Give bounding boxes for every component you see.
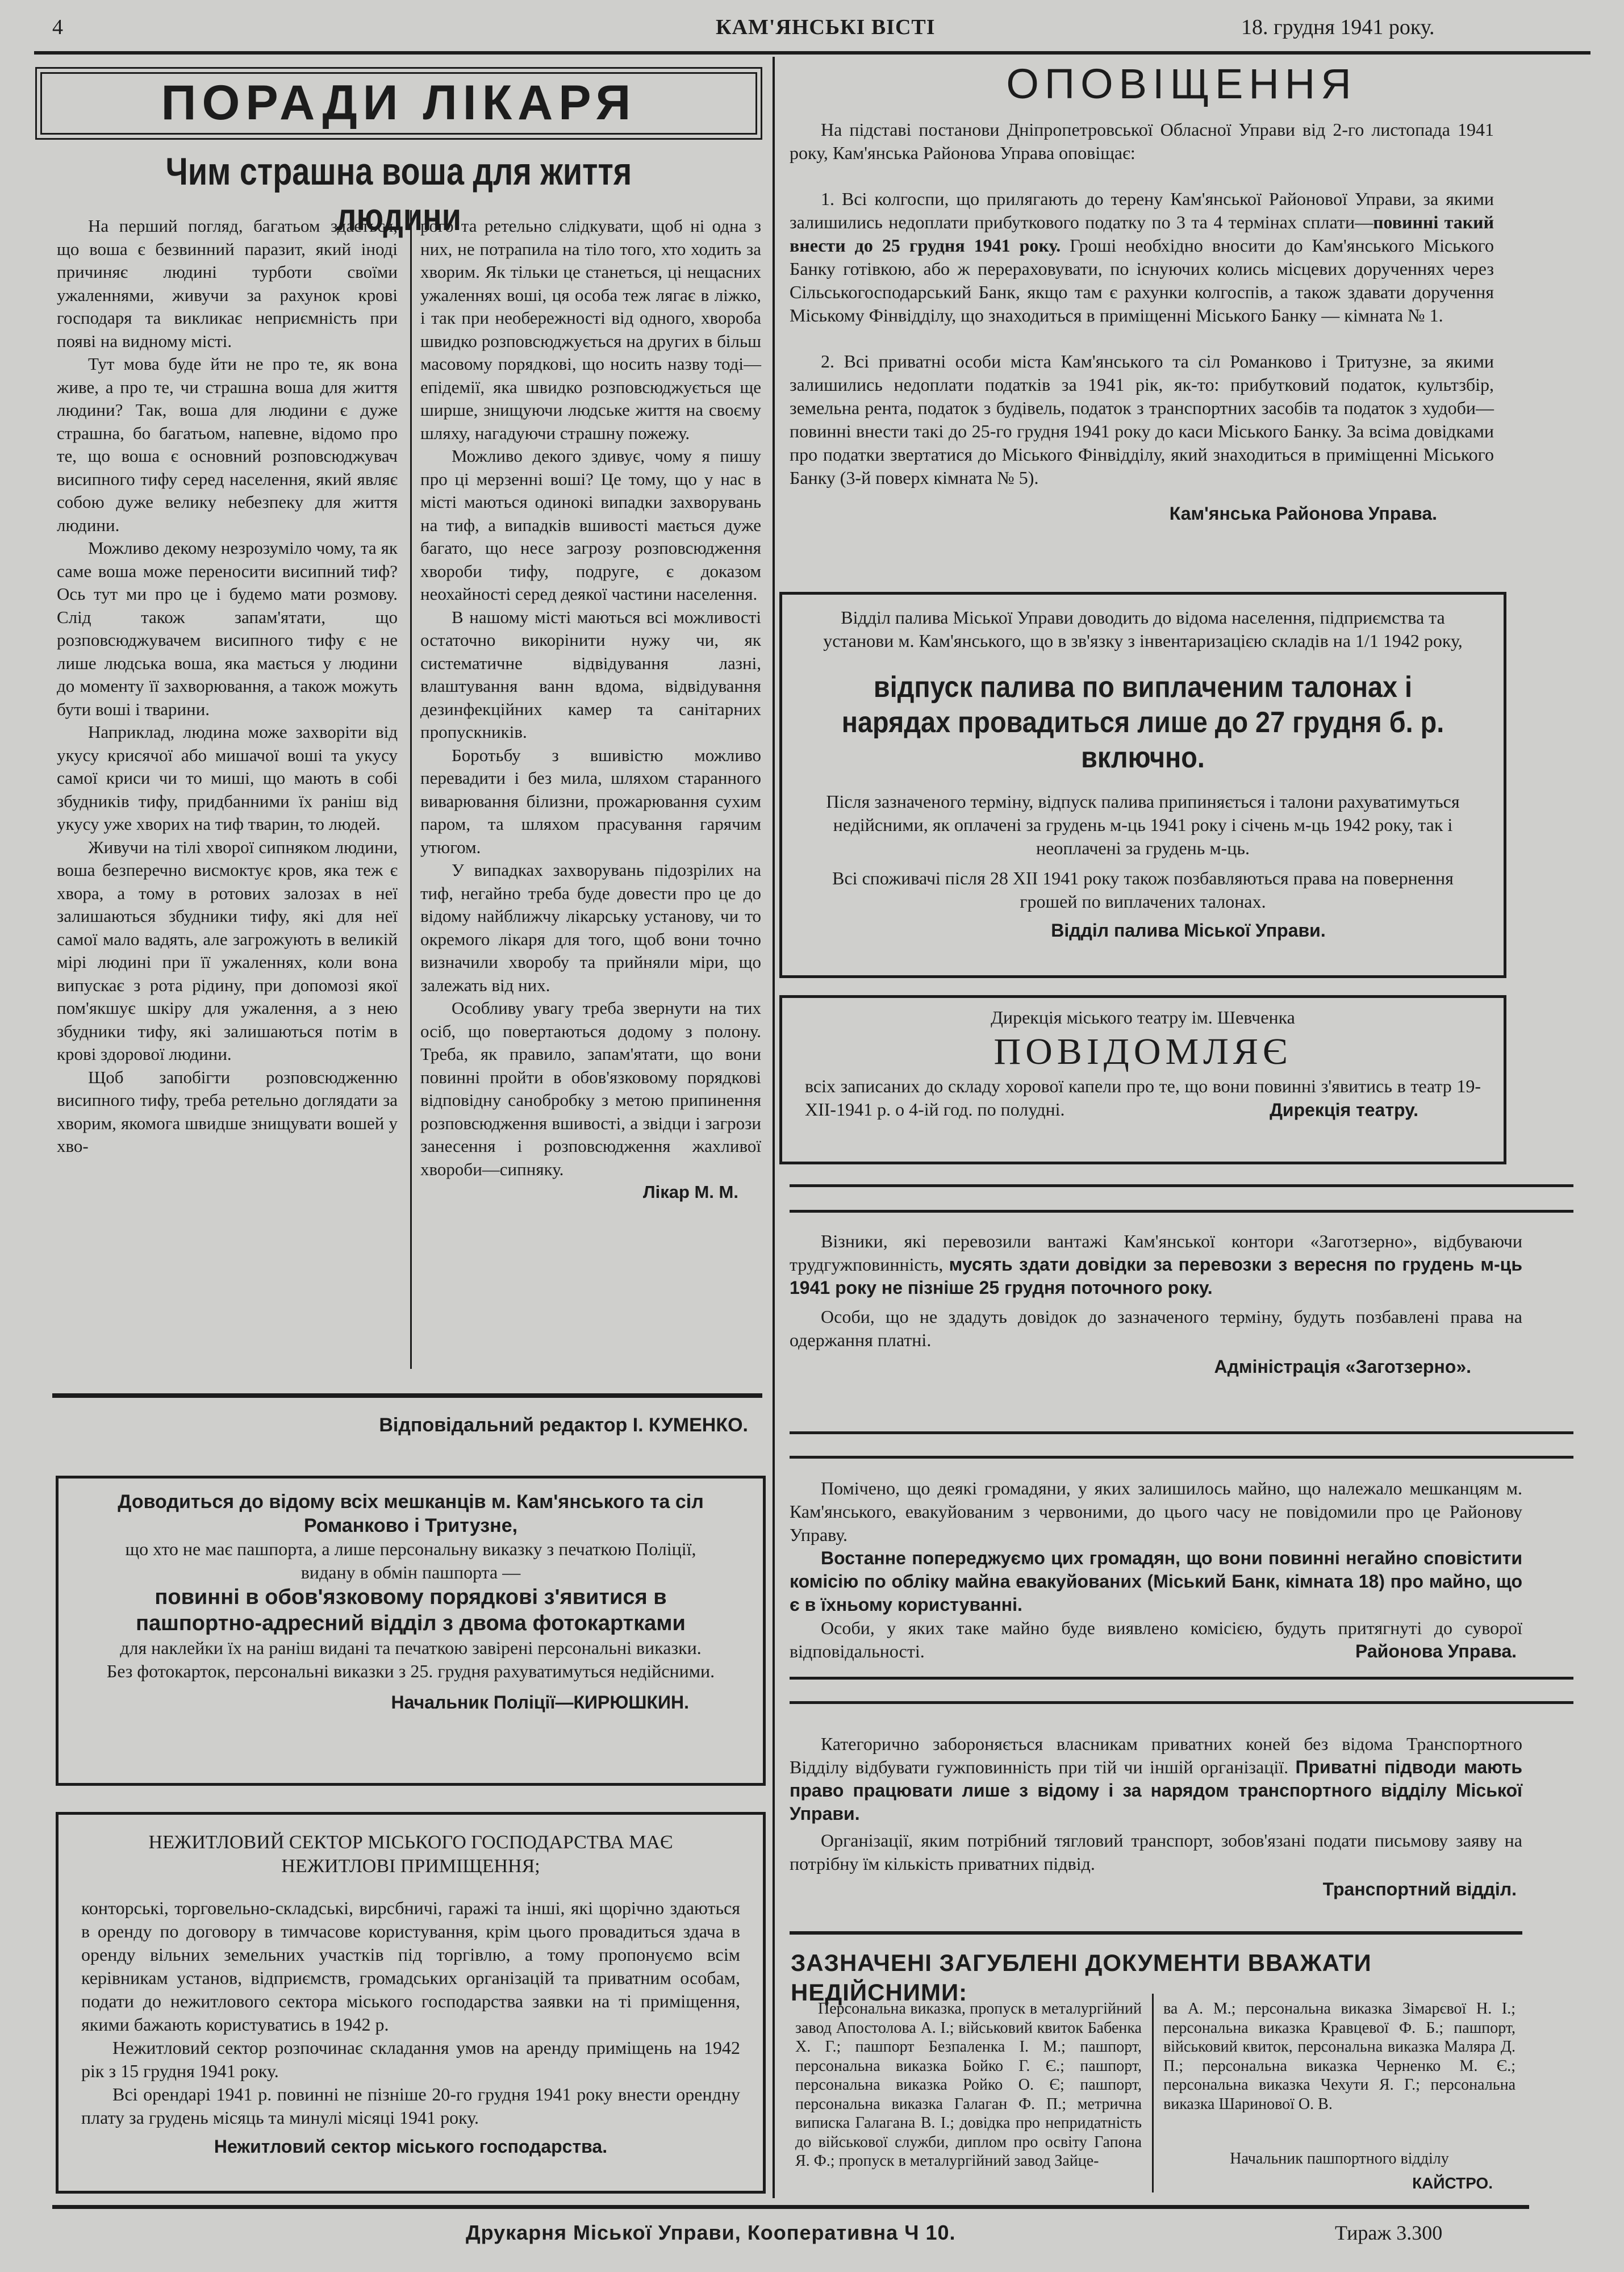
header-rule <box>34 51 1590 55</box>
police-notice-line: для наклейки їх на раніш видані та печаткою завірені персональні виказки. <box>120 1638 702 1658</box>
section-rule <box>790 1431 1573 1434</box>
section-rule <box>790 1701 1573 1704</box>
police-notice-box <box>56 1476 766 1786</box>
doctor-rubric-box <box>35 67 762 140</box>
circulation: Тираж 3.300 <box>1335 2221 1443 2244</box>
doctor-paragraph: Боротьбу з вшивістю можливо перевадити і без мила, шляхом старанного виварювання білизни, прожарювання сухим паром, та шляхом прасування гарячим утюгом. <box>420 745 761 857</box>
theatre-notice-box <box>779 995 1506 1164</box>
notice-item-2: 2. Всі приватні особи міста Кам'янського та сіл Романково і Тритузне, за якими залишились недоплати податків за 1941 рік, як-то: прибутковий податок, культзбір, земельна рента, податок з будівель, податок з транспортних засобів та податок з худоби—повинні внести такі до 25-го грудня 1941 року до каси Міського Банку. За всіма довідками про податки звертатися до Міського Фінвідділу, який знаходиться в приміщенні Міського Банку (3-й поверх кімната № 5). <box>790 351 1494 488</box>
section-rule <box>790 1677 1573 1680</box>
fuel-notice-signature: Відділ палива Міської Управи. <box>1051 920 1326 941</box>
theatre-notice-signature: Дирекція театру. <box>1270 1100 1418 1120</box>
column-divider-inner <box>410 210 412 1369</box>
section-rule <box>790 1210 1573 1213</box>
carters-notice <box>790 1230 1522 1379</box>
doctor-column-1 <box>57 215 398 1158</box>
doctor-paragraph: Живучи на тілі хворої сипняком людини, воша безперечно висмоктує кров, яка теж є хвора, а тому в ротових залозах в неї залишаються збудники тифу, які для неї самої мало вадять, але загрожують в великій мірі людині при її ужаленнях, коли вона випускає з рота рідину, при допомозі якої пом'якшує шкіру для ужалення, а з нею збудники тифу, які залишаються потім в крові здорової людини. <box>57 837 398 1064</box>
transport-notice <box>790 1732 1522 1901</box>
theatre-notice-text: всіх записаних до складу хорової капели про те, що вони повинні з'явитись в театр 19-XII-1941 р. о 4-ій год. по полудні. <box>805 1076 1481 1120</box>
printer-line: Друкарня Міської Управи, Кооперативна Ч 10. <box>466 2221 956 2244</box>
section-rule <box>790 1456 1573 1459</box>
doctor-paragraph: рого та ретельно слідкувати, щоб ні одна з них, не потрапила на тіло того, хто ходить за хворим. Як тільки це станеться, ці нещасних ужаленнях вошi, ця особа теж лягає в ліжко, і так при необережності від одного, хвороба швидко розповсюджується на других в більш масовому порядкові, що носить назву тоді—епідемії, яка швидко розповсюджується ще ширше, знищуючи людське життя на своєму шляху, нагадуючи страшну пожежу. <box>420 216 761 443</box>
doctor-paragraph: Особливу увагу треба звернути на тих осіб, що повертаються додому з полону. Треба, як правило, запам'ятати, що вони повинні пройти в обов'язковому порядкові відповідну санобробку з метою припинення розповсюдження вшивості, а звідци і загрози занесення і розповсюдження жахливої хвороби—сипняку. <box>420 998 761 1179</box>
transport-signature: Транспортний відділ. <box>1322 1879 1517 1899</box>
doctor-article-title: Чим страшна воша для життя людини <box>165 150 632 239</box>
police-notice-title: Доводиться до відому всіх мешканців м. Кам'янського та сіл Романково і Тритузне, <box>118 1491 704 1536</box>
doctor-paragraph: Тут мова буде йти не про те, як вона живе, а про те, чи страшна воша для життя людини? Так, воша для людини є дуже страшна, бо багатьом, напевне, відомо про те, що воша є основний розповсюджувач висипного тифу серед населення, який являє собою дуже велику небезпеку для життя людини. <box>57 354 398 535</box>
sector-notice-box <box>56 1812 766 2194</box>
carters-paragraph: Візники, які перевозили вантажі Кам'янської контори «Заготзерно», відбуваючи трудгужповинність, мусять здати довідки за перевозки з вересня по грудень м-ць 1941 року не пізніше 25 грудня поточного року. <box>790 1231 1523 1298</box>
fuel-notice-paragraph: Після зазначеного терміну, відпуск палива припиняється і талони рахуватимуться недійсними, як оплачені за грудень м-ць 1941 року і січень м-ць 1942 року, так і неоплачені за грудень м-ць. <box>826 791 1460 858</box>
property-notice <box>790 1477 1522 1663</box>
doctor-paragraph: Можливо декому незрозуміло чому, та як саме воша може переносити висипний тиф? Ось тут ми про це і будемо мати розмову. Слід також запам'ятати, що розповсюджувачем висипного тифу є не лише людська воша, яка мається у людини до моменту її захворювання, а також можуть бути воші і тварини. <box>57 538 398 719</box>
issue-date: 18. грудня 1941 року. <box>1241 15 1435 39</box>
paper-name: КАМ'ЯНСЬКІ ВІСТІ <box>716 15 936 39</box>
transport-paragraph: Категорично забороняється власникам приватних коней без відома Транспортного Відділу відбувати гужповинність при тій чи іншій організації. Приватні підводи мають право працювати лише з відому і за нарядом транспортного відділу Міської Управи. <box>790 1734 1522 1824</box>
sector-notice-signature: Нежитловий сектор міського господарства. <box>214 2136 608 2157</box>
lost-documents-col-2: ва А. М.; персональна виказка Зімарєвої Н. І.; персональна виказка Кравцевої Ф. Б.; пашпорт, військовий квиток, персональна виказка Маляра Д. П.; персональна виказка Черненко М. Є.; персональна виказка Чехути Я. Г.; персональна виказка Шаринової О. В. <box>1163 2000 1516 2113</box>
property-paragraph: Особи, у яких таке майно буде виявлено комісією, будуть притягнуті до суворої відповідальності. <box>790 1618 1522 1661</box>
doctor-column-2 <box>420 215 761 1204</box>
sector-notice-title: НЕЖИТЛОВИЙ СЕКТОР МІСЬКОГО ГОСПОДАРСТВА МАЄ НЕЖИТЛОВІ ПРИМІЩЕННЯ; <box>148 1832 673 1877</box>
footer-rule <box>52 2205 1529 2209</box>
column-divider <box>773 57 775 2198</box>
theatre-notice-line: Дирекція міського театру ім. Шевченка <box>991 1007 1295 1028</box>
property-paragraph: Востанне попереджуємо цих громадян, що вони повинні негайно сповістити комісію по обліку майна евакуйованих (Міський Банк, кімната 18) про майно, що є в їхньому користуванні. <box>790 1548 1522 1615</box>
transport-paragraph: Організації, яким потрібний тягловий транспорт, зобов'язані подати письмову заяву на потрібну їм кількість приватних підвід. <box>790 1830 1522 1874</box>
fuel-notice-intro: Відділ палива Міської Управи доводить до відома населення, підприємства та установи м. Кам'янського, що в зв'язку з інвентаризацією складів на 1/1 1942 року, <box>823 607 1463 651</box>
page-number: 4 <box>52 15 63 39</box>
notice-body <box>790 118 1494 525</box>
doctor-paragraph: Наприклад, людина може захворіти від укусу крисячої або мишачої воші та укусу самої криси чи то миші, що мають в собі збудників тифу, придбанними їх раніш від укусу уже хворих на тиф тварин, то людей. <box>57 722 398 834</box>
carters-signature: Адміністрація «Заготзерно». <box>1214 1356 1471 1377</box>
police-notice-signature: Начальник Поліції—КИРЮШКИН. <box>391 1692 689 1713</box>
sector-notice-paragraph: Нежитловий сектор розпочинає складання умов на аренду приміщень на 1942 рік з 15 грудня 1941 року. <box>81 2037 740 2081</box>
doctor-rubric: ПОРАДИ ЛІКАРЯ <box>161 76 637 130</box>
notice-signature: Кам'янська Районова Управа. <box>1169 503 1437 524</box>
section-rule <box>52 1393 762 1398</box>
doctor-paragraph: На перший погляд, багатьом здається, що воша є безвинний паразит, який іноді причиняє людині турботи своїми ужаленнями, живучи за рахунок крові господаря та викликає неприємність при появі на видному місті. <box>57 216 398 351</box>
carters-paragraph: Особи, що не здадуть довідок до зазначеного терміну, будуть позбавлені права на одержання платні. <box>790 1306 1522 1350</box>
fuel-notice-box <box>779 592 1506 978</box>
fuel-notice-bold: відпуск палива по виплаченим талонах і нарядах провадиться лише до 27 грудня б. р. включно. <box>841 671 1445 774</box>
property-signature: Районова Управа. <box>1355 1641 1517 1661</box>
property-paragraph: Помічено, що деякі громадяни, у яких залишилось майно, що належало мешканцям м. Кам'янського, евакуйованим з червоними, до цього часу не повідомили про це Районову Управу. <box>790 1478 1522 1545</box>
section-rule <box>790 1184 1573 1187</box>
lost-documents-signature-title: Начальник пашпортного відділу <box>1230 2150 1449 2167</box>
notice-item-1: 1. Всі колгоспи, що прилягають до терену Кам'янської Районової Управи, за якими залишились недоплати прибуткового податку по 3 та 4 термінах сплати—повинні такий внести до 25 грудня 1941 року. Гроші необхідно вносити до Кам'янського Міського Банку готівкою, або ж перераховувати, по існуючих колись місцевих дорученнях через Сільськогосподарський Банк, якщо там є рахунки колгоспів, а також здавати доручення Міському Фінвідділу, що знаходиться в приміщенні Міського Банку — кімната № 1. <box>790 189 1494 325</box>
doctor-signature: Лікар М. М. <box>642 1182 738 1202</box>
lost-documents-divider <box>1152 1994 1154 2192</box>
doctor-paragraph: В нашому місті маються всі можливості остаточно викорінити нужу чи, як систематичне відвідування лазні, влаштування ванн вдома, відвідування дезинфекційних камер та санітарних пропускників. <box>420 607 761 742</box>
notice-intro: На підставі постанови Дніпропетровської Обласної Управи від 2-го листопада 1941 року, Кам'янська Районова Управа оповіщає: <box>790 119 1494 163</box>
police-notice-line: Без фотокарток, персональні виказки з 25. грудня рахуватимуться недійсними. <box>106 1661 715 1681</box>
editor-line: Відповідальний редактор І. КУМЕНКО. <box>379 1414 748 1436</box>
section-rule <box>790 1931 1522 1935</box>
doctor-paragraph: Можливо декого здивує, чому я пишу про ці мерзенні воші? Це тому, що у нас в місті маються одинокі випадки захворувань на тиф, а випадків вшивості мається дуже багато, що несе загрозу розповсюдження хвороби тифу, подруге, є доказом неохайності серед деякої частини населення. <box>420 446 761 604</box>
fuel-notice-paragraph: Всі споживачі після 28 XII 1941 року також позбавляються права на повернення грошей по виплачених талонах. <box>832 868 1454 912</box>
sector-notice-paragraph: конторські, торговельно-складські, вирсбничі, гаражі та інші, які щорічно здаються в оренду по договору в тимчасове користування, крім цього провадиться здача в оренду вільних земельних участків під торгівлю, а тому пропонуємо всім керівникам установ, відприємств, громадських організацій та приватним особам, подати до нежитлового сектора міського господарства заявки на ті приміщення, якими бажають користуватись в 1942 р. <box>81 1898 740 2035</box>
police-notice-line: що хто не має пашпорта, а лише персональну виказку з печаткою Поліції, видану в обмін пашпорта — <box>125 1539 696 1582</box>
sector-notice-paragraph: Всі орендарі 1941 р. повинні не пізніше 20-го грудня 1941 року внести орендну плату за грудень місяць та минулі місяці 1941 року. <box>81 2084 740 2128</box>
lost-documents-title: ЗАЗНАЧЕНІ ЗАГУБЛЕНІ ДОКУМЕНТИ ВВАЖАТИ НЕДІЙСНИМИ: <box>791 1949 1372 2006</box>
police-notice-bold: повинні в обов'язковому порядкові з'явитися в пашпортно-адресний відділ з двома фотокартками <box>136 1585 686 1635</box>
doctor-paragraph: У випадках захворувань підозрілих на тиф, негайно треба буде довести про це до відому найближчу лікарську установу, чи то окремого лікаря для того, щоб вони точно визначили хворобу та прийняли міри, що залежать від них. <box>420 860 761 995</box>
page-header <box>0 10 1624 44</box>
lost-documents-col-1: Персональна виказка, пропуск в металургійний завод Апостолова А. І.; військовий квиток Бабенка Х. Г.; пашпорт Безпаленка І. М.; пашпорт, персональна виказка Бойко Г. Є.; пашпорт, персональна виказка Ройко О. Є; пашпорт, персональна виказка Галаган Ф. П.; метрична виписка Галагана В. І.; довідка про непридатність до військової служби, диплом про освіту Гапона Я. Ф.; пропуск в металургійний завод Зайце- <box>795 2000 1142 2170</box>
doctor-paragraph: Щоб запобігти розповсюдженню висипного тифу, треба ретельно доглядати за хворим, якомога швидше знищувати вошей у хво- <box>57 1067 398 1156</box>
theatre-notice-big: ПОВІДОМЛЯЄ <box>993 1031 1292 1072</box>
lost-documents-signature-name: КАЙСТРО. <box>1412 2174 1493 2192</box>
notice-title: ОПОВІЩЕННЯ <box>1006 60 1357 107</box>
